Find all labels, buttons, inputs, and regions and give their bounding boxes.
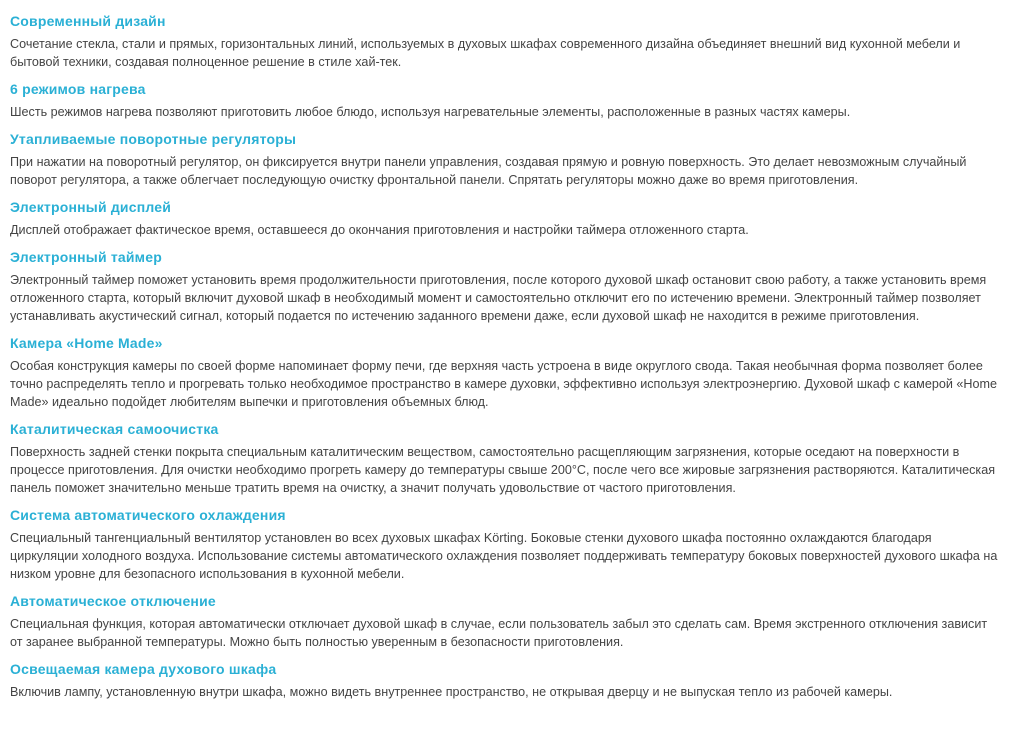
feature-text: При нажатии на поворотный регулятор, он фиксируется внутри панели управления, создавая прямую и ровную поверхность. Это делает невозможным случайный поворот регулятора, а также облегчает последующую очистку фронтальной панели. Спрятать регуляторы можно даже во время приготовления. [10, 155, 967, 187]
feature-title: Современный дизайн [10, 13, 166, 29]
feature-title: Утапливаемые поворотные регуляторы [10, 131, 297, 147]
feature-home-made-chamber [10, 334, 999, 411]
feature-recessed-knobs [10, 130, 999, 189]
feature-title: Электронный дисплей [10, 199, 172, 215]
feature-title: Камера «Home Made» [10, 335, 163, 351]
feature-text: Специальная функция, которая автоматически отключает духовой шкаф в случае, если пользователь забыл это сделать сам. Время экстренного отключения зависит от заранее выбранной температуры. Можно быть полностью уверенным в безопасности приготовления. [10, 617, 988, 649]
feature-text: Особая конструкция камеры по своей форме напоминает форму печи, где верхняя часть устроена в виде округлого свода. Такая необычная форма позволяет более точно распределять тепло и прогревать только необходимое пространство в камере духовки, эффективно используя электроэнергию. Духовой шкаф с камерой «Home Made» идеально подойдет любителям выпечки и приготовления объемных блюд. [10, 359, 997, 409]
feature-auto-shutoff [10, 592, 999, 651]
feature-catalytic-cleaning [10, 420, 999, 497]
feature-electronic-timer [10, 248, 999, 325]
feature-heating-modes [10, 80, 999, 121]
feature-lit-chamber [10, 660, 999, 701]
feature-text: Специальный тангенциальный вентилятор установлен во всех духовых шкафах Körting. Боковые стенки духового шкафа постоянно охлаждаются благодаря циркуляции холодного воздуха. Использование системы автоматического охлаждения позволяет поддерживать температуру боковых поверхностей духового шкафа на низком уровне для безопасного использования в кухонной мебели. [10, 531, 998, 581]
feature-auto-cooling [10, 506, 999, 583]
feature-title: Каталитическая самоочистка [10, 421, 219, 437]
feature-title: 6 режимов нагрева [10, 81, 146, 97]
feature-text: Сочетание стекла, стали и прямых, горизонтальных линий, используемых в духовых шкафах современного дизайна объединяет внешний вид кухонной мебели и бытовой техники, создавая полноценное решение в стиле хай-тек. [10, 37, 961, 69]
feature-title: Освещаемая камера духового шкафа [10, 661, 277, 677]
feature-title: Автоматическое отключение [10, 593, 216, 609]
feature-text: Электронный таймер поможет установить время продолжительности приготовления, после которого духовой шкаф остановит свою работу, а также установить время отложенного старта, который включит духовой шкаф в необходимый момент и самостоятельно отключит его по истечению времени. Электронный таймер позволяет устанавливать акустический сигнал, который подается по истечению заданного времени даже, если духовой шкаф не находится в режиме приготовления. [10, 273, 987, 323]
feature-text: Шесть режимов нагрева позволяют приготовить любое блюдо, используя нагревательные элементы, расположенные в разных частях камеры. [10, 105, 851, 119]
feature-text: Дисплей отображает фактическое время, оставшееся до окончания приготовления и настройки таймера отложенного старта. [10, 223, 749, 237]
feature-title: Система автоматического охлаждения [10, 507, 286, 523]
feature-modern-design [10, 12, 999, 71]
feature-electronic-display [10, 198, 999, 239]
feature-text: Включив лампу, установленную внутри шкафа, можно видеть внутреннее пространство, не открывая дверцу и не выпуская тепло из рабочей камеры. [10, 685, 893, 699]
feature-text: Поверхность задней стенки покрыта специальным каталитическим веществом, самостоятельно расщепляющим загрязнения, которые оседают на поверхности в процессе приготовления. Для очистки необходимо прогреть камеру до температуры свыше 200°C, после чего все жировые загрязнения растворяются. Каталитическая панель поможет значительно меньше тратить время на очистку, а значит получать удовольствие от частого приготовления. [10, 445, 996, 495]
feature-title: Электронный таймер [10, 249, 162, 265]
